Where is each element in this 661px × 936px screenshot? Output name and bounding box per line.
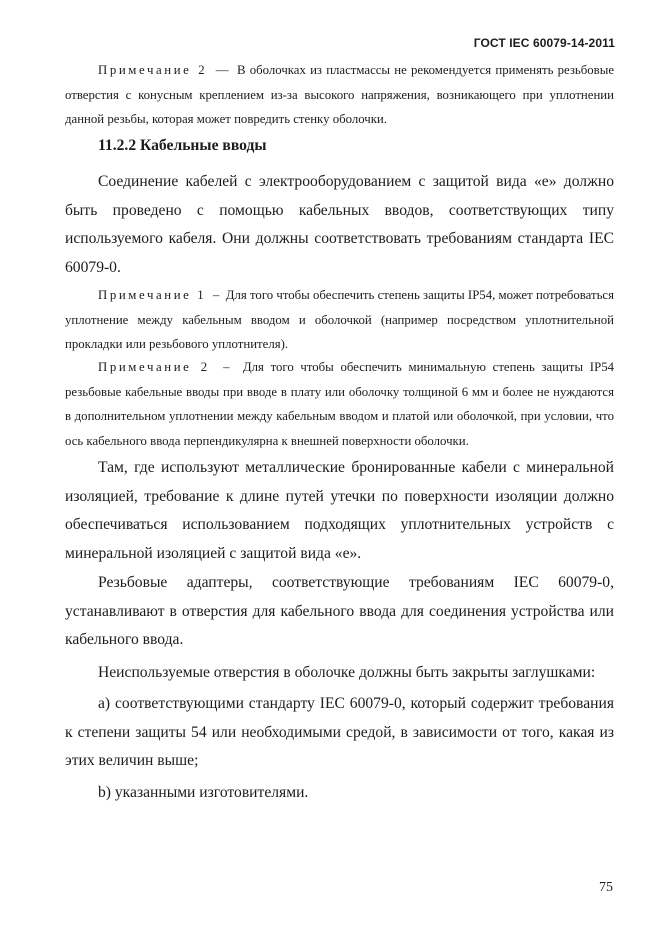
note-1-dash: – [212,288,220,302]
note-top-label: Примечание 2 [98,63,208,77]
note-top-dash: — [215,63,229,77]
list-item-b: b) указанными изготовителями. [98,784,309,801]
note-2 [65,355,614,453]
section-number: 11.2.2 [98,137,137,154]
note-1-label: Примечание 1 [98,288,207,302]
paragraph-thread-adapters: Резьбовые адаптеры, соответствующие требованиям IEC 60079-0, устанавливают в отверстия для кабельного ввода для соединения устройства или кабельного ввода. [65,574,614,649]
list-item-a: а) соответствующими стандарту IEC 60079-0, который содержит требования к степени защиты 54 или необходимыми средой, в зависимости от того, какая из этих величин выше; [65,695,614,770]
paragraph-unused-openings: Неиспользуемые отверстия в оболочке должны быть закрыты заглушками: [98,664,596,681]
note-top-text: В оболочках из пластмассы не рекомендуется применять резьбовые отверстия с конусным креплением из-за высокого напряжения, возникающего при уплотнении данной резьбы, которая может повредить стенку оболочки. [65,63,614,126]
note-2-label: Примечание 2 [98,360,210,374]
note-2-dash: – [223,360,230,374]
page-number: 75 [599,880,613,895]
section-title: Кабельные вводы [140,137,267,154]
note-2-text: Для того чтобы обеспечить минимальную степень защиты IP54 резьбовые кабельные вводы при вводе в плату или оболочку толщиной 6 мм и более не нуждаются в дополнительном уплотнении между кабельным вводом и платой или оболочкой, при условии, что ось кабельного ввода перпендикулярна к внешней поверхности оболочки. [65,360,614,448]
note-1 [65,283,614,357]
note-top [65,58,614,132]
paragraph-mineral-insulated-cables: Там, где используют металлические бронированные кабели с минеральной изоляцией, требование к длине путей утечки по поверхности изоляции должно обеспечиваться использованием подходящих уплотнительных устройств с минеральной изоляцией с защитой вида «е». [65,459,614,562]
paragraph-cable-connection: Соединение кабелей с электрооборудованием с защитой вида «е» должно быть проведено с помощью кабельных вводов, соответствующих типу используемого кабеля. Они должны соответствовать требованиям стандарта IEC 60079-0. [65,173,614,276]
page-header-standard: ГОСТ IEC 60079-14-2011 [473,36,615,50]
note-1-text: Для того чтобы обеспечить степень защиты IP54, может потребоваться уплотнение между кабельным вводом и оболочкой (например посредством уплотнительной прокладки или резьбового уплотнителя). [65,288,614,351]
section-heading [98,137,267,155]
